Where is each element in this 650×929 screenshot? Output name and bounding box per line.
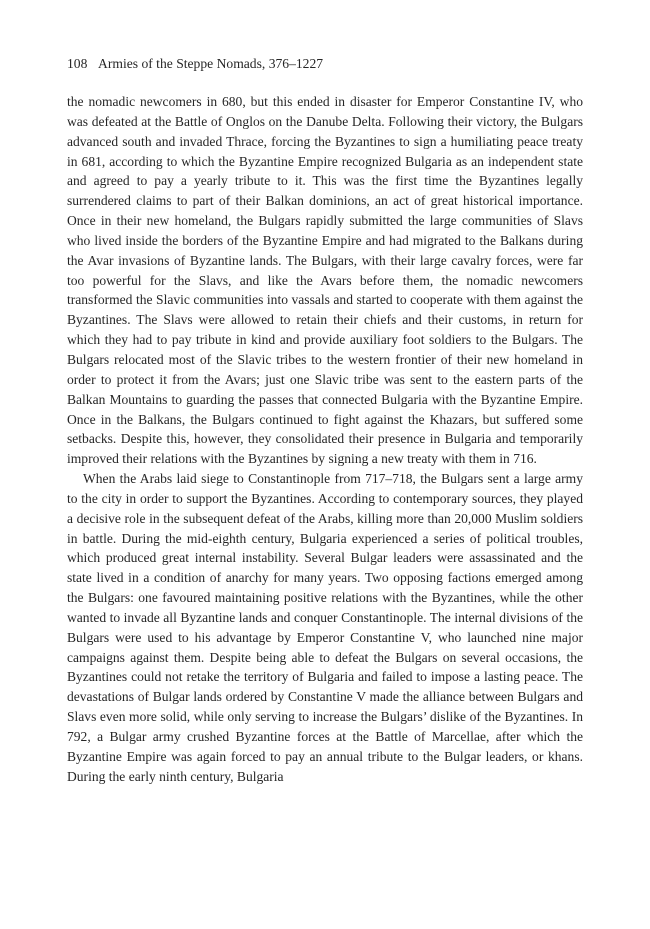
paragraph: the nomadic newcomers in 680, but this ended in disaster for Emperor Constantine IV, who was defeated at the Battle of Onglos on the Danube Delta. Following their victory, the Bulgars advanced south and invaded Thrace, forcing the Byzantines to sign a humiliating peace treaty in 681, according to which the Byzantine Empire recognized Bulgaria as an independent state and agreed to pay a yearly tribute to it. This was the first time the Byzantines legally surrendered claims to part of their Balkan dominions, an act of great historical importance. Once in their new homeland, the Bulgars rapidly submitted the large communities of Slavs who lived inside the borders of the Byzantine Empire and had migrated to the Balkans during the Avar invasions of Byzantine lands. The Bulgars, with their large cavalry forces, were far too powerful for the Slavs, and like the Avars before them, the nomadic newcomers transformed the Slavic communities into vassals and started to cooperate with them against the Byzantines. The Slavs were allowed to retain their chiefs and their customs, in return for which they had to pay tribute in kind and provide auxiliary foot soldiers to the Bulgars. The Bulgars relocated most of the Slavic tribes to the western frontier of their new homeland in order to protect it from the Avars; just one Slavic tribe was sent to the eastern parts of the Balkan Mountains to guarding the passes that connected Bulgaria with the Byzantine Empire. Once in the Balkans, the Bulgars continued to fight against the Khazars, but suffered some setbacks. Despite this, however, they consolidated their presence in Bulgaria and temporarily improved their relations with the Byzantines by signing a new treaty with them in 716. xyxy=(67,94,583,467)
paragraph: When the Arabs laid siege to Constantinople from 717–718, the Bulgars sent a large army to the city in order to support the Byzantines. According to contemporary sources, they played a decisive role in the subsequent defeat of the Arabs, killing more than 20,000 Muslim soldiers in battle. During the mid-eighth century, Bulgaria experienced a series of political troubles, which produced great internal instability. Several Bulgar leaders were assassinated and the state lived in a condition of anarchy for many years. Two opposing factions emerged among the Bulgars: one favoured maintaining positive relations with the Byzantines, while the other wanted to invade all Byzantine lands and conquer Constantinople. The internal divisions of the Bulgars were used to his advantage by Emperor Constantine V, who launched nine major campaigns against them. Despite being able to defeat the Bulgars on several occasions, the Byzantines could not retake the territory of Bulgaria and failed to impose a lasting peace. The devastations of Bulgar lands ordered by Constantine V made the alliance between Bulgars and Slavs even more solid, while only serving to increase the Bulgars’ dislike of the Byzantines. In 792, a Bulgar army crushed Byzantine forces at the Battle of Marcellae, after which the Byzantine Empire was again forced to pay an annual tribute to the Bulgar leaders, or khans. During the early ninth century, Bulgaria xyxy=(67,471,583,784)
body-text xyxy=(67,92,583,787)
running-title: Armies of the Steppe Nomads, 376–1227 xyxy=(98,56,324,71)
book-page xyxy=(67,54,583,787)
running-head xyxy=(67,54,583,74)
page-number: 108 xyxy=(67,56,88,71)
